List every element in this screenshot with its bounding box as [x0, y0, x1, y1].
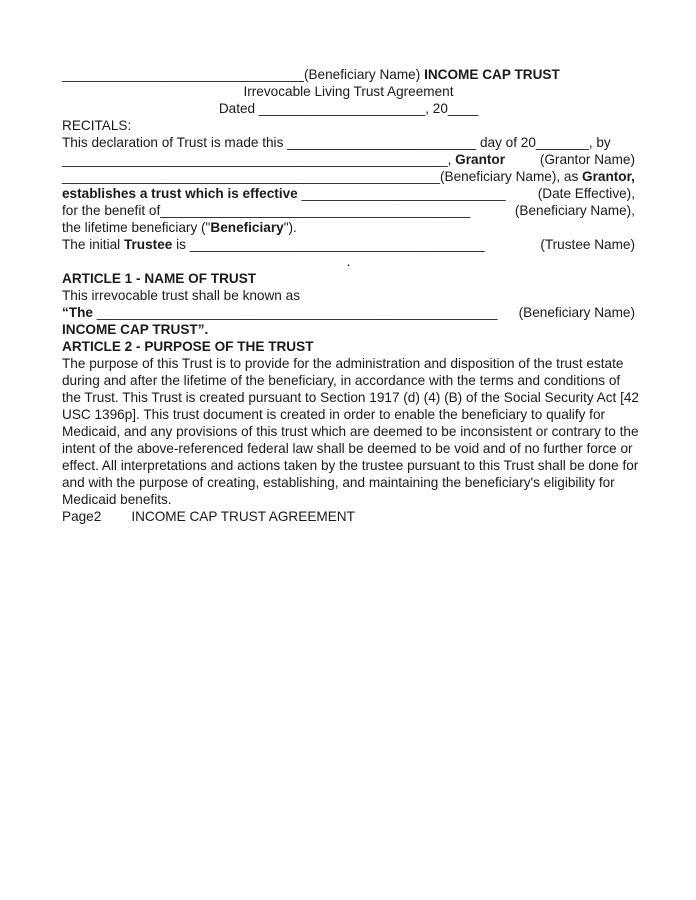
page-footer [62, 508, 635, 525]
declaration-by: , by [588, 135, 611, 150]
trustee-word: Trustee [123, 237, 173, 252]
date-blank: ______________________ [258, 101, 426, 116]
document-title: INCOME CAP TRUST [424, 67, 560, 82]
as-grantor-word: Grantor, [582, 169, 635, 184]
grantor-line [62, 151, 635, 168]
benefit-beneficiary-label: (Beneficiary Name), [514, 203, 635, 218]
declaration-day-blank: _________________________ [287, 135, 477, 150]
year-blank: ____ [447, 101, 479, 116]
the-word: “The [62, 305, 97, 320]
trustee-name-blank: _______________________________________ [189, 237, 485, 252]
known-as-line: This irrevocable trust shall be known as [62, 288, 300, 303]
lifetime-text-end: "). [283, 220, 297, 235]
date-effective-label: (Date Effective), [537, 186, 635, 201]
declaration-text: This declaration of Trust is made this [62, 135, 288, 150]
dated-year-prefix: , 20 [425, 101, 448, 116]
declaration-day-of: day of 20 [476, 135, 536, 150]
effective-date-blank: ___________________________ [301, 186, 506, 201]
footer-title: INCOME CAP TRUST AGREEMENT [131, 509, 355, 524]
trust-name-line [62, 304, 635, 321]
purpose-paragraph: The purpose of this Trust is to provide for the administration and disposition of the trust estate during and after the lifetime of the beneficiary, in accordance with the terms and conditions of the Trust. This Trust is created pursuant to Section 1917 (d) (4) (B) of the Social Security Act [42 USC 1396p]. This trust document is created in order to enable the beneficiary to qualify for Medicaid, and any provisions of this trust which are deemed to be inconsistent or contrary to the intent of the above-referenced federal law shall be deemed to be void and of no further force or effect. All interpretations and actions taken by the trustee pursuant to this Trust shall be done for and with the purpose of creating, establishing, and maintaining the beneficiary's eligibility for Medicaid benefits. [62, 356, 643, 507]
trustee-line [62, 236, 635, 253]
benefit-blank: _________________________________________ [160, 203, 471, 218]
article-2-heading: ARTICLE 2 - PURPOSE OF THE TRUST [62, 339, 314, 354]
benefit-text: for the benefit of [62, 203, 161, 218]
grantor-name-label: (Grantor Name) [539, 152, 635, 167]
beneficiary-as-label: (Beneficiary Name), as [440, 169, 583, 184]
stray-period: . [346, 254, 351, 269]
declaration-year-blank: _______ [535, 135, 589, 150]
declaration-line [62, 134, 635, 151]
trust-name-beneficiary-label: (Beneficiary Name) [518, 305, 635, 320]
beneficiary-blank: __________________________________________________ [62, 169, 441, 184]
page-number: Page2 [62, 509, 102, 524]
lifetime-text: the lifetime beneficiary (" [62, 220, 211, 235]
grantor-word: Grantor [455, 152, 505, 167]
recitals-heading: RECITALS: [62, 118, 132, 133]
trust-name-blank: _____________________________________________________ [96, 305, 498, 320]
beneficiary-name-blank: ________________________________ [62, 67, 304, 82]
dated-label: Dated [218, 101, 259, 116]
trustee-text: The initial [62, 237, 124, 252]
trustee-name-label: (Trustee Name) [540, 237, 635, 252]
document-title-line [62, 66, 635, 83]
grantor-name-blank: ___________________________________________________ [62, 152, 448, 167]
effective-date-line [62, 185, 635, 202]
beneficiary-word: Beneficiary [210, 220, 284, 235]
dated-line [62, 100, 635, 117]
document-subtitle: Irrevocable Living Trust Agreement [243, 84, 454, 99]
lifetime-beneficiary-line [62, 219, 635, 236]
grantor-comma: , [447, 152, 456, 167]
establishes-text: establishes a trust which is effective [62, 186, 302, 201]
income-cap-trust-line: INCOME CAP TRUST”. [62, 322, 209, 337]
benefit-line [62, 202, 635, 219]
beneficiary-name-label: (Beneficiary Name) [303, 67, 425, 82]
article-1-heading: ARTICLE 1 - NAME OF TRUST [62, 271, 257, 286]
trustee-is: is [172, 237, 190, 252]
beneficiary-as-grantor-line [62, 168, 635, 185]
